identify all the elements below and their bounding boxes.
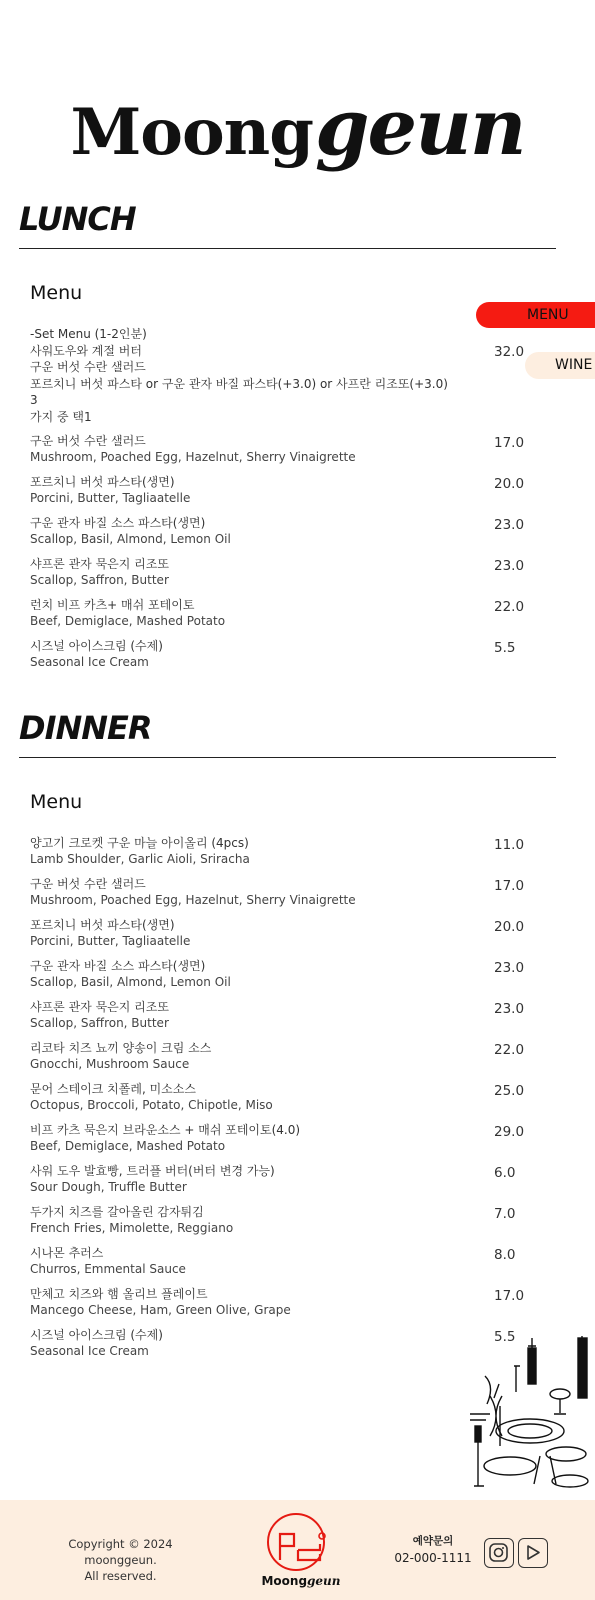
item-name-ko: 런치 비프 카츠+ 매쉬 포테이토 [30,598,195,612]
item-price: 8.0 [494,1247,516,1263]
menu-item [30,999,530,1031]
item-price: 7.0 [494,1206,516,1222]
item-name-ko: 문어 스테이크 치폴레, 미소소스 [30,1082,196,1096]
reservation-label: 예약문의 [412,1535,454,1547]
item-name-en: Seasonal Ice Cream [30,1344,149,1358]
menu-item [30,597,530,629]
item-name-ko: 사워 도우 발효빵, 트러플 버터(버터 변경 가능) [30,1164,275,1178]
copyright-line: Copyright © 2024 moonggeun. [68,1537,173,1567]
item-name-ko: 양고기 크로켓 구운 마늘 아이올리 (4pcs) [30,836,249,850]
menu-item [30,1122,530,1154]
item-name-en: Porcini, Butter, Tagliaatelle [30,934,191,948]
item-name-en: Scallop, Saffron, Butter [30,573,169,587]
item-price: 29.0 [494,1124,525,1140]
dining-table-illustration [470,1336,595,1496]
instagram-icon[interactable] [484,1538,514,1568]
item-price: 22.0 [494,599,525,615]
set-menu-line: 구운 버섯 수란 샐러드 [30,360,146,374]
set-menu-line: 가지 중 택1 [30,409,92,424]
lunch-divider [19,248,556,249]
item-name-ko: 비프 카츠 묵은지 브라운소스 + 매쉬 포테이토(4.0) [30,1123,301,1137]
lunch-title: LUNCH [19,200,136,238]
menu-item [30,638,530,670]
item-name-en: Scallop, Saffron, Butter [30,1016,169,1030]
item-name-ko: 두가지 치즈를 갈아올린 감자튀김 [30,1205,204,1219]
item-price: 11.0 [494,837,525,853]
dinner-menu-list [30,835,530,1368]
reservation-phone[interactable]: 02-000-1111 [394,1551,472,1565]
item-price: 32.0 [494,344,525,360]
set-menu-line: 포르치니 버섯 파스타 or 구운 관자 바질 파스타(+3.0) or 사프란 리조또(+3.0) 3 [30,376,448,407]
menu-item [30,958,530,990]
dinner-divider [19,757,556,758]
youtube-icon[interactable] [518,1538,548,1568]
menu-item [30,1081,530,1113]
item-price: 23.0 [494,960,525,976]
item-name-ko: 샤프론 관자 묵은지 리조또 [30,1000,169,1014]
item-name-ko: 시나몬 추러스 [30,1246,104,1260]
brand-name-bold: Moong [70,95,313,170]
reservation-info [390,1533,476,1565]
item-name-en: Mushroom, Poached Egg, Hazelnut, Sherry Vinaigrette [30,893,356,907]
menu-item [30,556,530,588]
menu-item [30,1040,530,1072]
menu-item [30,474,530,506]
item-name-ko: 만체고 치즈와 햄 올리브 플레이트 [30,1287,208,1301]
menu-item [30,1245,530,1277]
menu-item [30,515,530,547]
set-menu-line: -Set Menu (1-2인분) [30,327,147,341]
copyright [33,1536,208,1584]
item-price: 6.0 [494,1165,516,1181]
item-price: 5.5 [494,640,516,656]
brand-name-script: geun [314,82,525,173]
item-name-en: Octopus, Broccoli, Potato, Chipotle, Miso [30,1098,273,1112]
item-price: 17.0 [494,878,525,894]
set-menu-line: 사워도우와 계절 버터 [30,343,142,358]
footer-brand-script: geun [307,1574,341,1588]
item-name-ko: 리코타 치즈 뇨끼 양송이 크림 소스 [30,1041,212,1055]
item-name-en: Gnocchi, Mushroom Sauce [30,1057,190,1071]
item-price: 23.0 [494,1001,525,1017]
item-name-en: Porcini, Butter, Tagliaatelle [30,491,191,505]
item-name-en: Scallop, Basil, Almond, Lemon Oil [30,975,231,989]
item-name-en: Sour Dough, Truffle Butter [30,1180,187,1194]
menu-item [30,1327,530,1359]
item-price: 5.5 [494,1329,516,1345]
item-price: 23.0 [494,517,525,533]
item-price: 17.0 [494,1288,525,1304]
item-name-ko: 포르치니 버섯 파스타(생면) [30,475,175,489]
brand-logo[interactable] [0,82,595,182]
set-menu-item [30,326,530,425]
menu-tab[interactable]: MENU [476,302,595,328]
item-name-en: Mancego Cheese, Ham, Green Olive, Grape [30,1303,291,1317]
item-name-en: French Fries, Mimolette, Reggiano [30,1221,234,1235]
item-name-en: Mushroom, Poached Egg, Hazelnut, Sherry Vinaigrette [30,450,356,464]
lunch-menu-heading: Menu [30,282,83,304]
item-price: 17.0 [494,435,525,451]
item-name-ko: 샤프론 관자 묵은지 리조또 [30,557,169,571]
menu-item [30,835,530,867]
menu-item [30,433,530,465]
item-name-en: Scallop, Basil, Almond, Lemon Oil [30,532,231,546]
footer-brand [258,1574,344,1588]
item-name-en: Churros, Emmental Sauce [30,1262,186,1276]
menu-item [30,876,530,908]
item-price: 20.0 [494,919,525,935]
item-price: 23.0 [494,558,525,574]
dinner-menu-heading: Menu [30,791,83,813]
item-name-ko: 구운 관자 바질 소스 파스타(생면) [30,959,206,973]
lunch-menu-list [30,326,530,679]
item-name-en: Seasonal Ice Cream [30,655,149,669]
item-name-en: Lamb Shoulder, Garlic Aioli, Sriracha [30,852,250,866]
menu-item [30,917,530,949]
item-name-en: Beef, Demiglace, Mashed Potato [30,1139,226,1153]
footer-brand-bold: Moong [261,1574,308,1588]
item-name-ko: 시즈널 아이스크림 (수제) [30,639,163,653]
item-name-ko: 포르치니 버섯 파스타(생면) [30,918,175,932]
item-name-en: Beef, Demiglace, Mashed Potato [30,614,226,628]
item-name-ko: 구운 버섯 수란 샐러드 [30,434,146,448]
site-footer [0,1500,595,1600]
item-name-ko: 시즈널 아이스크림 (수제) [30,1328,163,1342]
item-price: 22.0 [494,1042,525,1058]
copyright-line: All reserved. [84,1569,157,1583]
dinner-title: DINNER [19,709,152,747]
menu-item [30,1163,530,1195]
menu-item [30,1204,530,1236]
menu-item [30,1286,530,1318]
wine-tab[interactable]: WINE [525,352,595,379]
item-name-ko: 구운 버섯 수란 샐러드 [30,877,146,891]
item-name-ko: 구운 관자 바질 소스 파스타(생면) [30,516,206,530]
item-price: 25.0 [494,1083,525,1099]
item-price: 20.0 [494,476,525,492]
